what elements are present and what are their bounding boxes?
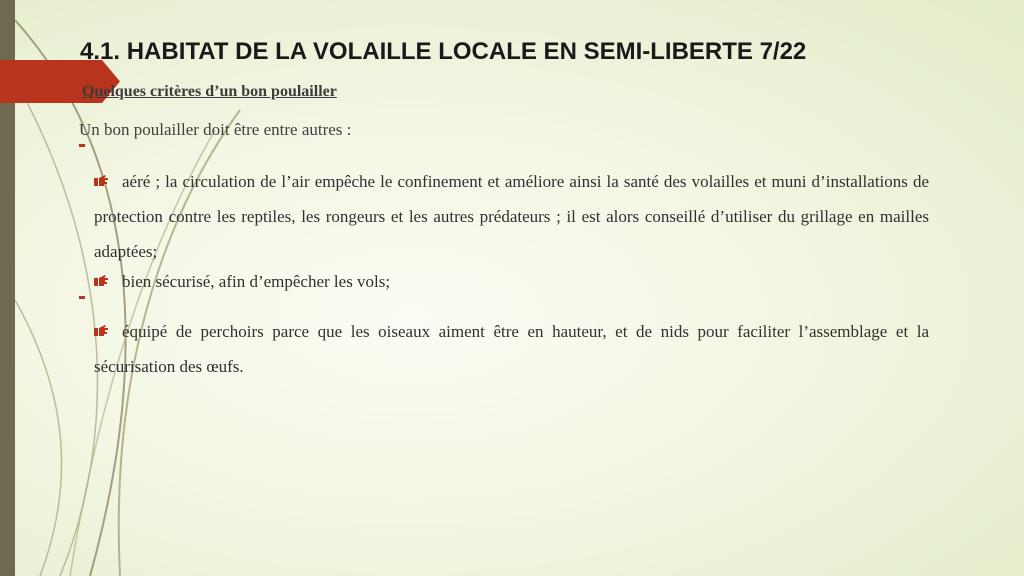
slide-title: 4.1. HABITAT DE LA VOLAILLE LOCALE EN SEMI-LIBERTE 7/22 xyxy=(80,38,807,65)
empty-bullet-marker xyxy=(79,296,85,299)
hand-pointer-icon xyxy=(94,175,108,187)
hand-pointer-icon xyxy=(94,275,108,287)
list-item xyxy=(94,164,929,269)
list-item-text: aéré ; la circulation de l’air empêche le confinement et améliore ainsi la santé des volailles et muni d’installations de protection contre les reptiles, les rongeurs et les autres prédateurs ; il est alors conseillé d’utiliser du grillage en mailles adaptées; xyxy=(94,172,929,261)
list-item-text: bien sécurisé, afin d’empêcher les vols; xyxy=(122,272,391,291)
intro-text: Un bon poulailler doit être entre autres : xyxy=(79,120,352,139)
empty-bullet-marker xyxy=(79,144,85,147)
slide-subtitle: Quelques critères d’un bon poulailler xyxy=(82,83,337,100)
list-item xyxy=(94,264,929,299)
hand-pointer-icon xyxy=(94,325,108,337)
list-item xyxy=(94,314,929,384)
list-item-text: équipé de perchoirs parce que les oiseaux aiment être en hauteur, et de nids pour faciliter l’assemblage et la sécurisation des œufs. xyxy=(94,322,929,376)
